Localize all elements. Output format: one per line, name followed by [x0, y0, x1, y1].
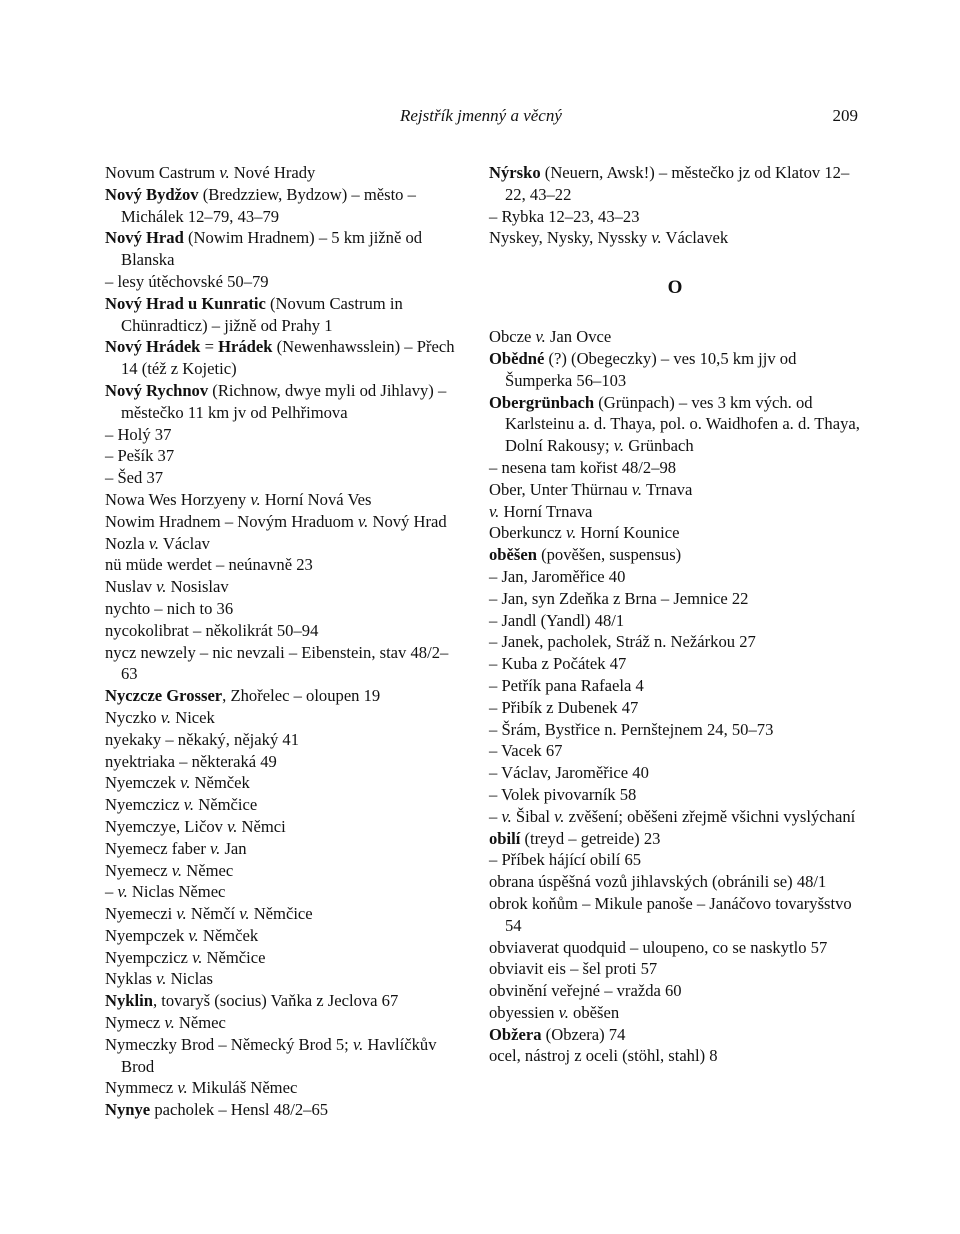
entry-headword: Nynye [105, 1100, 151, 1120]
index-entry [105, 293, 461, 337]
entry-text: – Holý 37 [105, 424, 172, 444]
entry-text: nü müde werdet – neúnavně 23 [105, 555, 313, 575]
entry-text: (Newenhawsslein) – Přech 14 (též z Kojetic) [121, 337, 455, 379]
entry-reference-marker: v. [176, 904, 187, 924]
section-letter: O [667, 277, 683, 299]
entry-text: Nuslav [105, 577, 157, 597]
index-entry [489, 566, 861, 588]
entry-text: Mikuláš Němec [187, 1078, 298, 1098]
entry-text: – Pešík 37 [105, 446, 175, 466]
index-entry [105, 445, 461, 467]
index-entry [489, 162, 861, 206]
right-column [489, 162, 861, 1067]
index-entry [489, 784, 861, 806]
entry-text: obrok koňům – Mikule panoše – Janáčovo tovaryšstvo 54 [489, 893, 852, 935]
entry-text: – Vacek 67 [489, 741, 563, 761]
entry-text: – Jan, syn Zdeňka z Brna – Jemnice 22 [489, 588, 749, 608]
index-entry [105, 881, 461, 903]
index-entry [489, 893, 861, 937]
entry-reference-marker: v. [558, 1002, 569, 1022]
entry-text: Václav [159, 533, 210, 553]
index-entry [105, 424, 461, 446]
index-entry [489, 479, 861, 501]
entry-text: Němec [174, 1013, 226, 1033]
entry-reference-marker: v. [164, 1013, 175, 1033]
entry-text: (Grünpach) – ves 3 km vých. od Karlsteinu a. d. Thaya, pol. o. Waidhofen a. d. Thaya, Dolní Rakousy; [505, 392, 860, 456]
entry-text: Ober, Unter Thürnau [489, 479, 632, 499]
entry-text: obviaverat quodquid – uloupeno, co se naskytlo 57 [489, 937, 828, 957]
index-entry [105, 1099, 461, 1121]
entry-reference-marker: v. [613, 436, 625, 456]
entry-text: – Šed 37 [105, 468, 164, 488]
index-entry [105, 903, 461, 925]
entry-headword: Obžera [489, 1024, 542, 1044]
index-entry [105, 642, 461, 686]
index-entry [489, 610, 861, 632]
index-entry [105, 533, 461, 555]
entry-text: – lesy útěchovské 50–79 [105, 271, 269, 291]
entry-text: Nyemczicz [105, 795, 184, 815]
entry-text: nycokolibrat – několikrát 50–94 [105, 620, 319, 640]
entry-text: – Jandl (Yandl) 48/1 [489, 610, 625, 630]
entry-text: Nymmecz [105, 1078, 178, 1098]
entry-reference-marker: v. [171, 860, 183, 880]
index-entry [489, 937, 861, 959]
entry-text: Němci [237, 816, 286, 836]
entry-text: obyessien [489, 1002, 559, 1022]
entry-text: (Obzera) 74 [541, 1024, 626, 1044]
entry-text: (Neuern, Awsk!) – městečko jz od Klatov 12–22, 43–22 [505, 163, 850, 204]
entry-text: = [200, 337, 219, 357]
index-entry [489, 392, 861, 457]
entry-text: (Bredzziew, Bydzow) – město – Michálek 12–79, 43–79 [121, 184, 416, 226]
entry-text: – Petřík pana Rafaela 4 [489, 675, 644, 695]
entry-text: Horní Trnava [499, 501, 593, 521]
index-entry [105, 227, 461, 271]
entry-text: Nyempczicz [105, 947, 193, 967]
entry-text: – Kuba z Počátek 47 [489, 654, 627, 674]
entry-text: Nymeczky Brod – Německý Brod 5; [105, 1034, 353, 1054]
entry-text: zvěšení; oběšeni zřejmě všichni vyslýchaní [564, 806, 856, 826]
entry-text: Jan [220, 838, 247, 858]
entry-text: Nymecz [105, 1013, 165, 1033]
entry-text: – nesena tam kořist 48/2–98 [489, 457, 677, 477]
entry-text: nyekaky – někaký, nějaký 41 [105, 729, 299, 749]
entry-text: Oberkuncz [489, 523, 566, 543]
index-entry [489, 828, 861, 850]
index-entry [105, 554, 461, 576]
index-entry [489, 1002, 861, 1024]
entry-reference-marker: v. [117, 882, 128, 902]
entry-text: (?) (Obegeczky) – ves 10,5 km jjv od Šumperka 56–103 [505, 348, 797, 390]
index-entry [489, 544, 861, 566]
entry-text: Nicek [171, 707, 215, 727]
entry-text: nycz newzely – nic nevzali – Eibenstein, stav 48/2–63 [105, 642, 449, 684]
index-entry [105, 380, 461, 424]
entry-headword: Nový Hrad u Kunratic [105, 293, 266, 313]
index-entry [105, 838, 461, 860]
entry-text: Nyklas [105, 969, 157, 989]
entry-text: Obcze [489, 327, 536, 347]
entry-headword: obilí [489, 828, 521, 848]
entry-reference-marker: v. [160, 707, 172, 727]
entry-text: Nyemecz faber [105, 838, 211, 858]
index-entry [105, 1034, 461, 1078]
entry-headword: Nový Rychnov [105, 380, 209, 400]
entry-headword: Nyczcze Grosser [105, 686, 223, 706]
entry-text: Němec [182, 860, 234, 880]
entry-reference-marker: v. [177, 1078, 188, 1098]
index-entry [105, 947, 461, 969]
index-entry [489, 980, 861, 1002]
running-head [0, 106, 960, 130]
left-column [105, 162, 461, 1121]
index-entry [105, 467, 461, 489]
entry-text: Niclas Němec [127, 882, 226, 902]
entry-text: Nyczko [105, 707, 161, 727]
index-entry [105, 336, 461, 380]
index-entry [489, 871, 861, 893]
entry-text: Trnava [642, 479, 693, 499]
entry-reference-marker: v. [239, 904, 250, 924]
entry-text: Němček [198, 925, 259, 945]
entry-reference-marker: v. [183, 795, 195, 815]
entry-text: – Jan, Jaroměřice 40 [489, 566, 626, 586]
entry-text: Nový Hrad [368, 511, 447, 531]
index-entry [105, 511, 461, 533]
index-entry [105, 685, 461, 707]
entry-text: – Volek pivovarník 58 [489, 784, 637, 804]
running-title: Rejstřík jmenný a věcný [400, 106, 562, 125]
index-entry [489, 227, 861, 249]
index-entry [105, 772, 461, 794]
index-entry [105, 1077, 461, 1099]
entry-headword: Nyklin [105, 991, 153, 1011]
entry-reference-marker: v. [250, 489, 261, 509]
index-entry [489, 1045, 861, 1067]
entry-text: (Novum Castrum in Chünradticz) – jižně od Prahy 1 [121, 293, 403, 335]
index-entry [489, 457, 861, 479]
index-entry [105, 598, 461, 620]
entry-text: obviavit eis – šel proti 57 [489, 959, 658, 979]
entry-text: – Příbek hájící obilí 65 [489, 850, 642, 870]
index-entry [105, 620, 461, 642]
index-entry [105, 990, 461, 1012]
index-entry [105, 271, 461, 293]
right-column-bottom-entries [489, 326, 861, 1067]
entry-text: ocel, nástroj z oceli (stöhl, stahl) 8 [489, 1046, 718, 1066]
entry-text: (treyd – getreide) 23 [520, 828, 661, 848]
index-entry [105, 860, 461, 882]
index-entry [105, 925, 461, 947]
index-entry [105, 707, 461, 729]
entry-text: Horní Kounice [576, 523, 680, 543]
entry-text: – Rybka 12–23, 43–23 [489, 206, 640, 226]
entry-text: nyektriaka – některaká 49 [105, 751, 277, 771]
entry-text: , tovaryš (socius) Vaňka z Jeclova 67 [152, 991, 399, 1011]
entry-reference-marker: v. [148, 533, 160, 553]
entry-text: Němček [190, 773, 250, 793]
entry-text: Havlíčkův Brod [121, 1034, 437, 1076]
entry-text: Novum Castrum [105, 163, 220, 182]
index-entry [105, 816, 461, 838]
entry-headword: Obědné [489, 348, 545, 368]
entry-text: pacholek – Hensl 48/2–65 [150, 1100, 329, 1120]
entry-text: Němčice [194, 795, 258, 815]
entry-text: oběšen [568, 1002, 620, 1022]
entry-text: Horní Nová Ves [260, 489, 372, 509]
entry-text: Nozla [105, 533, 149, 553]
entry-headword: Hrádek [218, 337, 273, 357]
entry-text: nychto – nich to 36 [105, 598, 234, 618]
entry-text: Nyemczye, Ličov [105, 816, 228, 836]
index-entry [489, 1024, 861, 1046]
entry-text: Nové Hrady [229, 163, 316, 182]
entry-reference-marker: v. [565, 523, 577, 543]
entry-text: Václavek [661, 228, 729, 248]
index-entry [105, 794, 461, 816]
entry-reference-marker: v. [352, 1034, 364, 1054]
entry-reference-marker: v. [631, 479, 643, 499]
right-column-top-entries [489, 162, 861, 249]
entry-text: – Přibík z Dubenek 47 [489, 697, 639, 717]
entry-reference-marker: v. [219, 163, 230, 182]
entry-headword: Nýrsko [489, 163, 541, 182]
entry-text: – [489, 806, 502, 826]
entry-text: Niclas [166, 969, 214, 989]
index-entry [489, 653, 861, 675]
entry-text: Němčí [186, 904, 240, 924]
index-entry [105, 489, 461, 511]
entry-reference-marker: v. [501, 806, 512, 826]
entry-text: , Zhořelec – oloupen 19 [222, 686, 381, 706]
entry-text: Nyemecz [105, 860, 172, 880]
entry-text: Nyemczek [105, 773, 181, 793]
entry-text: obrana úspěšná vozů jihlavských (obránili se) 48/1 [489, 872, 827, 892]
index-entry [489, 206, 861, 228]
index-entry [105, 162, 461, 184]
entry-headword: oběšen [489, 545, 537, 565]
index-entry [105, 751, 461, 773]
entry-text: Němčice [202, 947, 266, 967]
entry-headword: Obergrünbach [489, 392, 595, 412]
entry-reference-marker: v. [156, 577, 167, 597]
index-entry [105, 968, 461, 990]
entry-text: – [105, 882, 118, 902]
entry-text: obvinění veřejné – vražda 60 [489, 981, 682, 1001]
entry-reference-marker: v. [489, 501, 500, 521]
entry-reference-marker: v. [210, 838, 221, 858]
entry-reference-marker: v. [651, 228, 662, 248]
index-entry [489, 522, 861, 544]
index-entry [105, 729, 461, 751]
index-entry [105, 1012, 461, 1034]
index-entry [489, 806, 861, 828]
entry-text: Nyempczek [105, 925, 189, 945]
entry-headword: Nový Bydžov [105, 184, 199, 204]
index-entry [489, 588, 861, 610]
entry-text: Nyskey, Nysky, Nyssky [489, 228, 652, 248]
entry-text: (Richnow, dwye myli od Jihlavy) – městečko 11 km jv od Pelhřimova [121, 380, 447, 422]
entry-text: Šibal [511, 806, 555, 826]
index-entry [489, 631, 861, 653]
entry-reference-marker: v. [156, 969, 167, 989]
index-entry [489, 675, 861, 697]
index-entry [105, 184, 461, 228]
page-number: 209 [832, 106, 858, 125]
entry-text: Nowim Hradnem – Novým Hraduom [105, 511, 359, 531]
entry-reference-marker: v. [192, 947, 203, 967]
entry-reference-marker: v. [535, 327, 546, 347]
index-entry [489, 719, 861, 741]
entry-reference-marker: v. [554, 806, 565, 826]
entry-text: Nowa Wes Horzyeny [105, 489, 251, 509]
entry-text: Jan Ovce [545, 327, 612, 347]
index-entry [489, 958, 861, 980]
index-entry [489, 326, 861, 348]
entry-headword: Nový Hrad [105, 228, 184, 248]
entry-text: Grünbach [624, 436, 694, 456]
entry-text: Nyemeczi [105, 904, 177, 924]
entry-text: (pověšen, suspensus) [536, 545, 682, 565]
entry-reference-marker: v. [227, 816, 238, 836]
entry-text: Němčice [249, 904, 313, 924]
entry-text: – Šrám, Bystřice n. Pernštejnem 24, 50–73 [489, 719, 774, 739]
entry-text: – Janek, pacholek, Stráž n. Nežárkou 27 [489, 632, 756, 652]
entry-text: – Václav, Jaroměřice 40 [489, 763, 649, 783]
index-entry [489, 348, 861, 392]
entry-text: Nosislav [166, 577, 229, 597]
index-entry [489, 697, 861, 719]
index-entry [489, 501, 861, 523]
entry-text: (Nowim Hradnem) – 5 km jižně od Blanska [121, 228, 423, 270]
index-entry [105, 576, 461, 598]
entry-reference-marker: v. [180, 773, 191, 793]
index-entry [489, 762, 861, 784]
index-entry [489, 849, 861, 871]
entry-headword: Nový Hrádek [105, 337, 201, 357]
entry-reference-marker: v. [358, 511, 369, 531]
index-entry [489, 740, 861, 762]
entry-reference-marker: v. [188, 925, 199, 945]
